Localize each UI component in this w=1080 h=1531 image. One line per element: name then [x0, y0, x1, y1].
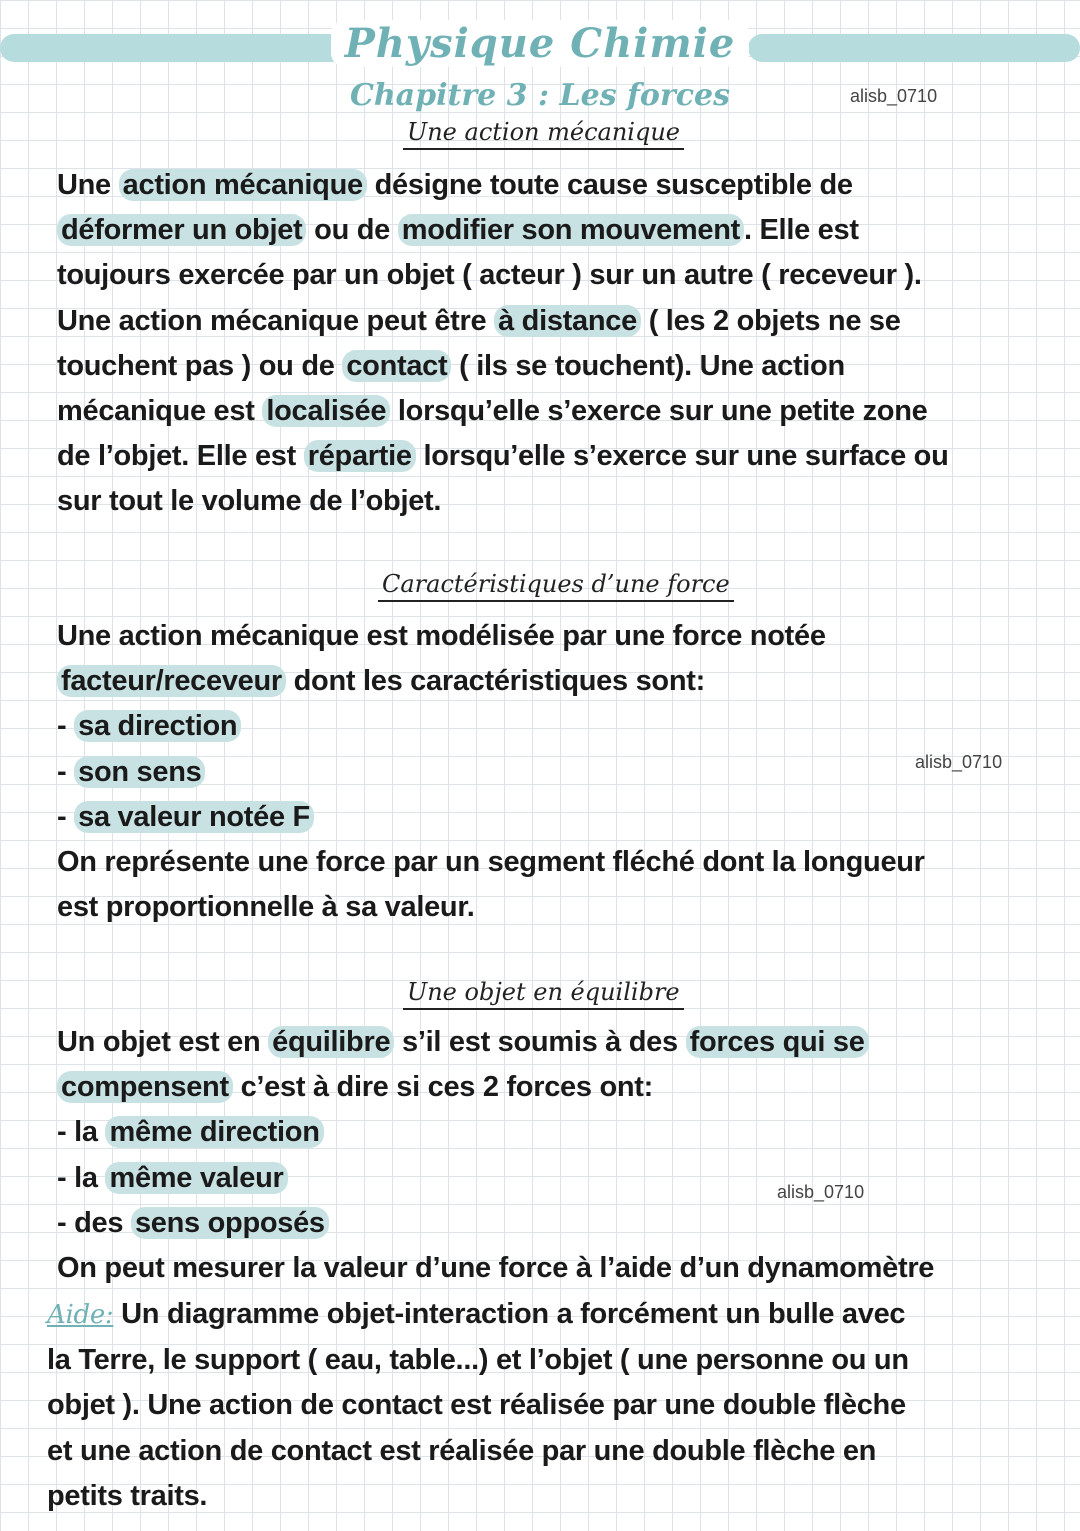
- text-segment: - la: [57, 1161, 106, 1194]
- section-heading-action-mecanique: Une action mécanique: [403, 118, 684, 150]
- text-line: [57, 1110, 934, 1155]
- text-line: [57, 1156, 934, 1201]
- text-line: [57, 840, 925, 885]
- text-segment: touchent pas ) ou de: [57, 349, 343, 382]
- highlighted-term: à distance: [494, 305, 641, 337]
- text-segment: Une action mécanique peut être: [57, 304, 495, 337]
- text-line: [57, 704, 925, 749]
- text-segment: est proportionnelle à sa valeur.: [57, 891, 475, 924]
- text-segment: de l’objet. Elle est: [57, 440, 304, 473]
- text-line: [57, 389, 949, 434]
- watermark: alisb_0710: [777, 1182, 865, 1202]
- text-line: [57, 1201, 934, 1246]
- paragraph-equilibre: [57, 1020, 934, 1291]
- text-segment: lorsqu’elle s’exerce sur une surface ou: [415, 440, 949, 473]
- text-segment: Un diagramme objet-interaction a forcément un bulle avec: [113, 1298, 906, 1330]
- text-segment: Un objet est en: [57, 1026, 269, 1058]
- chapter-title: Chapitre 3 : Les forces: [349, 78, 730, 113]
- highlighted-term: sens opposés: [131, 1207, 329, 1239]
- text-segment: ou de: [306, 214, 398, 247]
- text-segment: On représente une force par un segment fléché dont la longueur: [57, 846, 925, 879]
- watermark: alisb_0710: [850, 86, 938, 106]
- highlighted-term: action mécanique: [119, 169, 367, 201]
- text-line: [57, 1065, 934, 1110]
- highlighted-term: modifier son mouvement: [398, 214, 744, 246]
- text-line: [57, 253, 949, 298]
- section-heading-caracteristiques: Caractéristiques d’une force: [378, 570, 734, 602]
- text-segment: - la: [57, 1116, 106, 1149]
- text-segment: Une: [57, 169, 119, 201]
- text-segment: petits traits.: [47, 1479, 208, 1512]
- highlighted-term: même valeur: [105, 1162, 287, 1194]
- text-segment: Une action mécanique est modélisée par une force notée: [57, 620, 826, 652]
- text-segment: la Terre, le support ( eau, table...) et l’objet ( une personne ou un: [47, 1344, 909, 1377]
- text-segment: objet ). Une action de contact est réalisée par une double flèche: [47, 1389, 906, 1422]
- text-segment: s’il est soumis à des: [394, 1026, 686, 1058]
- text-segment: désigne toute cause susceptible de: [366, 169, 853, 201]
- text-line: [57, 1246, 934, 1291]
- text-segment: . Elle est: [744, 214, 859, 247]
- text-line: [57, 344, 949, 389]
- text-segment: dont les caractéristiques sont:: [285, 665, 705, 698]
- text-segment: -: [57, 710, 75, 743]
- highlighted-term: localisée: [262, 395, 390, 427]
- text-line: [57, 1020, 934, 1065]
- highlighted-term: compensent: [57, 1071, 233, 1103]
- text-segment: ( les 2 objets ne se: [640, 304, 901, 337]
- watermark: alisb_0710: [915, 752, 1003, 772]
- aide-label: Aide:: [47, 1300, 114, 1330]
- text-segment: toujours exercée par un objet ( acteur ) sur un autre ( receveur ).: [57, 259, 922, 292]
- text-segment: et une action de contact est réalisée par une double flèche en: [47, 1434, 877, 1467]
- highlighted-term: équilibre: [268, 1026, 394, 1058]
- highlighted-term: son sens: [74, 756, 205, 788]
- paragraph-action-mecanique: [57, 163, 949, 525]
- highlighted-term: forces qui se: [686, 1026, 869, 1058]
- text-line: [57, 163, 949, 208]
- paragraph-caracteristiques: [57, 614, 925, 930]
- page-title: Physique Chimie: [0, 20, 1080, 67]
- text-segment: On peut mesurer la valeur d’une force à l’aide d’un dynamomètre: [57, 1252, 935, 1285]
- text-segment: ( ils se touchent). Une action: [451, 349, 845, 382]
- highlighted-term: même direction: [105, 1116, 323, 1148]
- aide-note: [47, 1292, 909, 1519]
- text-segment: -: [57, 800, 75, 833]
- text-line: [47, 1383, 909, 1428]
- text-line: [47, 1338, 909, 1383]
- section-heading-equilibre: Une objet en équilibre: [403, 978, 684, 1010]
- text-segment: -: [57, 755, 75, 788]
- text-line: [57, 434, 949, 479]
- highlighted-term: contact: [342, 350, 451, 382]
- text-line: [47, 1292, 909, 1338]
- text-line: [47, 1474, 909, 1519]
- text-segment: mécanique est: [57, 395, 263, 428]
- text-line: [57, 299, 949, 344]
- text-segment: c’est à dire si ces 2 forces ont:: [232, 1071, 653, 1104]
- highlighted-term: répartie: [304, 440, 416, 472]
- text-line: [47, 1429, 909, 1474]
- text-line: [57, 479, 949, 524]
- text-line: [57, 795, 925, 840]
- text-segment: sur tout le volume de l’objet.: [57, 485, 442, 518]
- text-line: [57, 659, 925, 704]
- highlighted-term: sa valeur notée F: [74, 801, 314, 833]
- text-line: [57, 208, 949, 253]
- text-segment: - des: [57, 1206, 131, 1239]
- text-line: [57, 885, 925, 930]
- text-segment: lorsqu’elle s’exerce sur une petite zone: [390, 395, 928, 428]
- highlighted-term: facteur/receveur: [57, 665, 286, 697]
- highlighted-term: sa direction: [74, 710, 241, 742]
- text-line: [57, 750, 925, 795]
- text-line: [57, 614, 925, 659]
- highlighted-term: déformer un objet: [57, 214, 306, 246]
